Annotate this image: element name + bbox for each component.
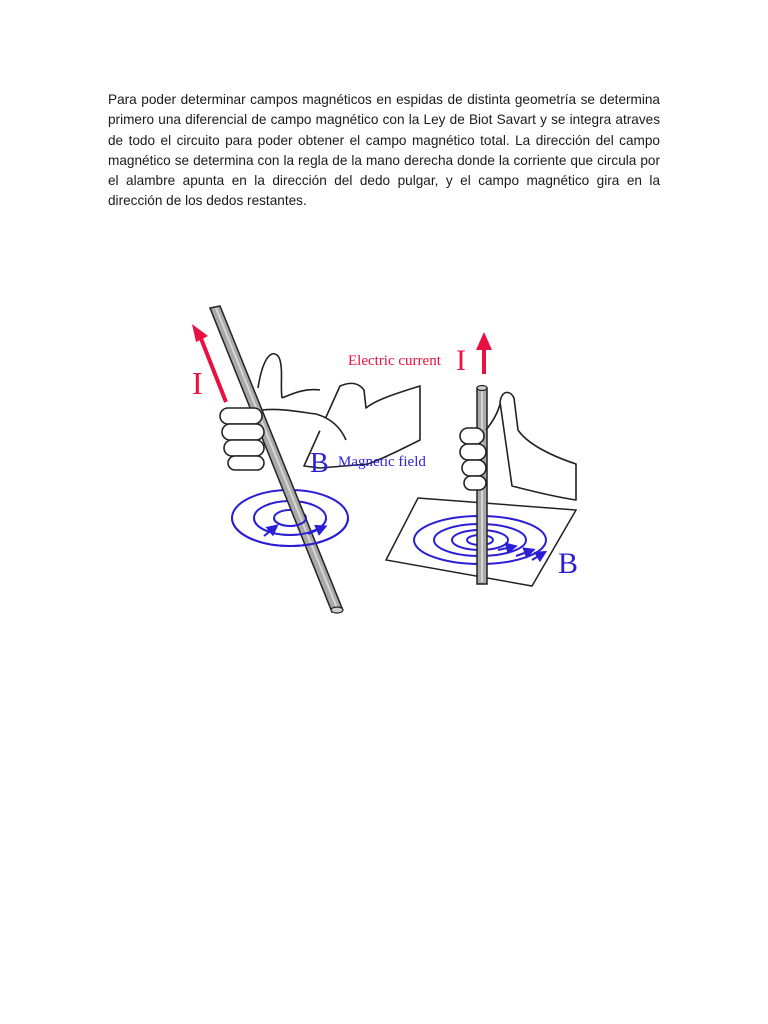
body-paragraph: Para poder determinar campos magnéticos en espidas de distinta geometría se determina primero una diferencial de campo magnético con la Ley de Biot Savart y se integra atraves de todo el circuito para poder obtener el campo magnético total. La dirección del campo magnético se determina con la regla de la mano derecha donde la corriente que circula por el alambre apunta en la dirección del dedo pulgar, y el campo magnético gira en la dirección de los dedos restantes. [108,92,660,209]
left-field-loops-front [232,518,348,546]
right-hand-rule-figure [180,290,600,630]
right-current-arrow [476,332,492,374]
left-field-symbol: B [310,448,329,479]
right-field-symbol: B [558,547,579,580]
right-current-symbol: I [456,344,466,377]
left-field-label: Magnetic field [338,454,426,470]
left-current-symbol: I [192,365,203,401]
right-current-label: Electric current [348,353,441,369]
